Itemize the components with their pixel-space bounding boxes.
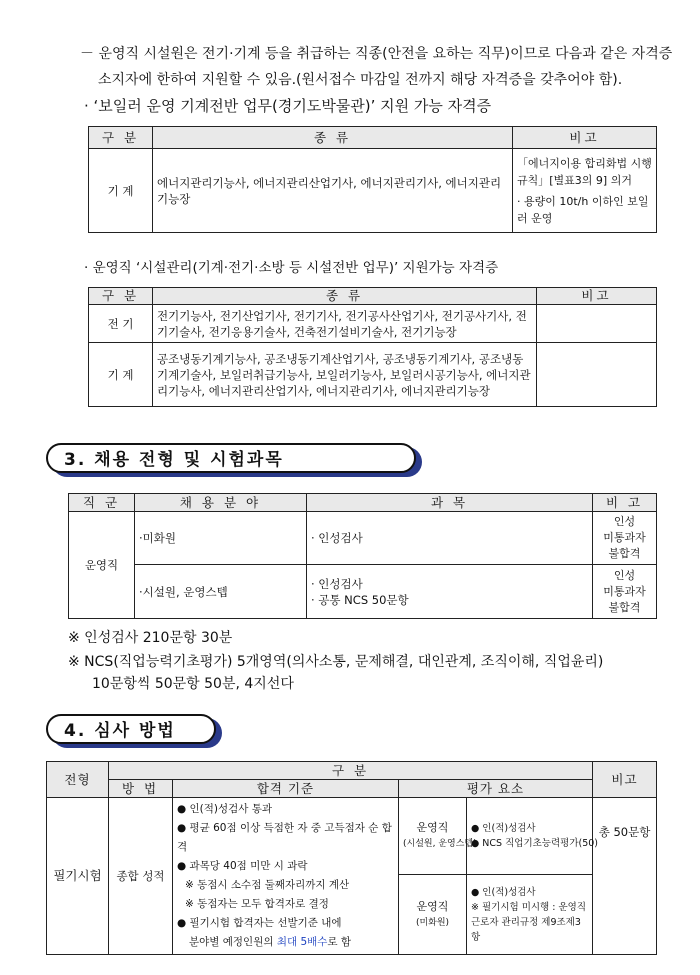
s3-subject-line2: · 공통 NCS 50문항	[311, 592, 409, 607]
s3-note-2b: 10문항씩 50문항 50분, 4지선다	[92, 676, 294, 692]
s3-note-1: ※ 인성검사 210문항 30분	[68, 630, 233, 646]
s4-criteria-7	[177, 933, 394, 952]
s3-field: ·미화원	[135, 512, 307, 565]
facility-heading: · 운영직 ‘시설관리(기계·전기·소방 등 시설전반 업무)’ 지원가능 자격증	[84, 260, 499, 276]
table2-row-types: 공조냉동기계기능사, 공조냉동기계산업기사, 공조냉동기계기사, 공조냉동기계기술사, 보일러취급기능사, 보일러기능사, 보일러시공기능사, 에너지관리기능사, 에너지관리산업기사, 에너지관리기사, 에너지관리기능장	[153, 343, 537, 407]
facility-license-table	[88, 287, 657, 407]
s3-header-group: 직 군	[69, 494, 135, 512]
s4-groupA-name: 운영직	[416, 821, 449, 835]
s3-note: 인성 미통과자 불합격	[593, 565, 657, 619]
s4-header-stage: 전형	[47, 762, 109, 798]
table2-row-note	[537, 343, 657, 407]
s4-method: 종합 성적	[109, 798, 173, 955]
s4-groupB-name: 운영직	[416, 899, 449, 913]
section4-title: 4. 심사 방법	[46, 714, 216, 744]
s4-criteria-3: ● 과목당 40점 미만 시 과락	[177, 860, 308, 872]
s3-group: 운영직	[69, 512, 135, 619]
s4-groupA-el1: ● 인(적)성검사	[471, 823, 536, 835]
s4-header-group: 구 분	[109, 762, 593, 780]
s4-header-criteria: 합격 기준	[173, 780, 399, 798]
table-row	[69, 512, 657, 565]
table1-types: 에너지관리기능사, 에너지관리산업기사, 에너지관리기사, 에너지관리기능장	[153, 149, 513, 233]
s4-header-method: 방 법	[109, 780, 173, 798]
table1-note-line2: · 용량이 10t/h 이하인 보일러 운영	[517, 194, 649, 225]
table1-note-line1: 「에너지이용 합리화법 시행규칙」[별표3의 9] 의거	[517, 156, 652, 187]
s4-header-note: 비고	[593, 762, 657, 798]
boiler-license-table	[88, 126, 657, 233]
s4-groupB	[399, 875, 467, 955]
s4-note: 총 50문항	[593, 798, 657, 955]
s3-subject-line1: · 인성검사	[311, 531, 363, 545]
s4-criteria	[173, 798, 399, 955]
s4-stage: 필기시험	[47, 798, 109, 955]
intro-line-1: － 운영직 시설원은 전기·기계 등을 취급하는 직종(안전을 요하는 직무)이므로 다음과 같은 자격증	[80, 46, 673, 62]
s3-note-2a: ※ NCS(직업능력기초평가) 5개영역(의사소통, 문제해결, 대인관계, 조직이해, 직업윤리)	[68, 654, 604, 670]
table2-header-types: 종 류	[153, 288, 537, 305]
s4-criteria-1: ● 인(적)성검사 통과	[177, 803, 273, 815]
intro-line-2: 소지자에 한하여 지원할 수 있음.(원서접수 마감일 전까지 해당 자격증을 갖추어야 함).	[98, 72, 623, 88]
s3-subject-line1: · 인성검사	[311, 576, 363, 591]
table2-row-label: 전 기	[89, 305, 153, 343]
s4-criteria-highlight: 최대 5배수	[276, 936, 328, 948]
s3-header-subject: 과 목	[307, 494, 593, 512]
s3-note: 인성 미통과자 불합격	[593, 512, 657, 565]
s4-criteria-6: ● 필기시험 합격자는 선발기준 내에	[177, 917, 342, 929]
table-row	[89, 343, 657, 407]
s4-groupB-el1: ● 인(적)성검사	[471, 886, 536, 898]
s3-header-note: 비 고	[593, 494, 657, 512]
table2-row-note	[537, 305, 657, 343]
s4-criteria-2: ● 평균 60점 이상 득점한 자 중 고득점자 순 합격	[177, 822, 392, 853]
s3-subject	[307, 565, 593, 619]
table1-header-note: 비고	[513, 127, 657, 149]
table2-header-category: 구 분	[89, 288, 153, 305]
s4-criteria-4: ※ 동점시 소수점 둘째자리까지 계산	[185, 879, 350, 891]
s4-groupA	[399, 798, 477, 875]
table1-header-category: 구 분	[89, 127, 153, 149]
s4-criteria-tail: 로 함	[327, 936, 352, 948]
table1-row-label: 기 계	[89, 149, 153, 233]
recruitment-table	[68, 493, 657, 619]
table2-header-note: 비고	[537, 288, 657, 305]
table-row	[69, 565, 657, 619]
table1-note	[513, 149, 657, 233]
boiler-heading: · ‘보일러 운영 기계전반 업무(경기도박물관)’ 지원 가능 자격증	[84, 97, 492, 115]
section4-header	[46, 714, 222, 744]
s4-groupB-sub: (미화원)	[415, 917, 450, 928]
section3-title: 3. 채용 전형 및 시험과목	[46, 443, 416, 473]
s4-groupB-elements	[467, 875, 593, 955]
table2-row-label: 기 계	[89, 343, 153, 407]
s3-field: ·시설원, 운영스텝	[135, 565, 307, 619]
s3-header-field: 채 용 분 야	[135, 494, 307, 512]
s4-criteria-7-text: 분야별 예정인원의	[189, 936, 274, 948]
s4-criteria-5: ※ 동점자는 모두 합격자로 결정	[185, 898, 329, 910]
s4-groupA-sub: (시설원, 운영스텝)	[403, 839, 477, 850]
s4-groupA-elements	[467, 798, 599, 875]
s4-groupA-el2: ● NCS 직업기초능력평가(50)	[471, 838, 599, 850]
screening-table	[46, 761, 657, 955]
section3-header	[46, 443, 422, 473]
s4-header-elements: 평가 요소	[399, 780, 593, 798]
table2-row-types: 전기기능사, 전기산업기사, 전기기사, 전기공사산업기사, 전기공사기사, 전기기술사, 전기응용기술사, 건축전기설비기술사, 전기기능장	[153, 305, 537, 343]
s4-groupB-el2: ※ 필기시험 미시행 : 운영직 근로자 관리규정 제9조제3항	[471, 901, 587, 943]
table1-header-types: 종 류	[153, 127, 513, 149]
table-row	[89, 305, 657, 343]
s3-subject	[307, 512, 593, 565]
